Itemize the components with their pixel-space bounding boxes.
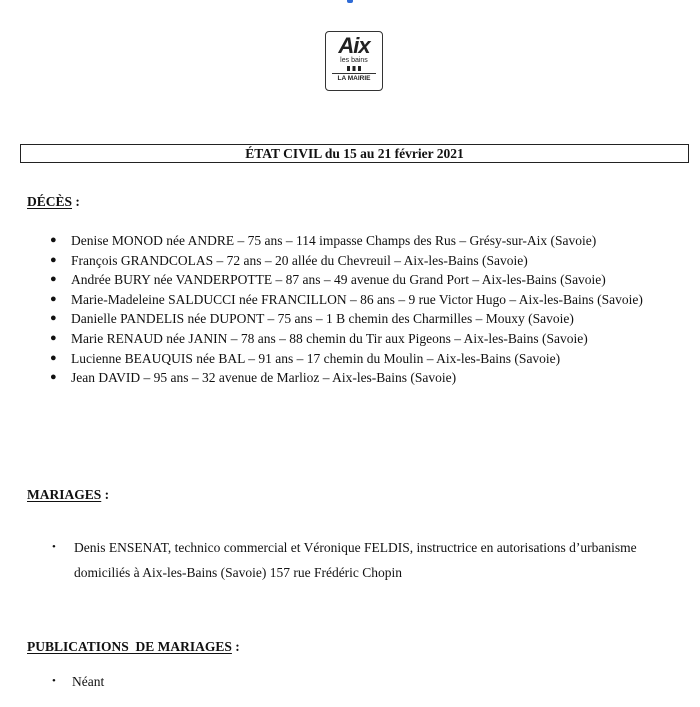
bullet-icon: • (52, 675, 56, 687)
list-item (50, 231, 670, 251)
bullet-icon: ● (50, 234, 57, 246)
publications-heading-label: PUBLICATIONS DE MARIAGES (27, 639, 232, 654)
deces-heading-suffix: : (72, 194, 80, 209)
list-item-text: Marie-Madeleine SALDUCCI née FRANCILLON – 86 ans – 9 rue Victor Hugo – Aix-les-Bains (Savoie) (71, 291, 643, 307)
logo-sub-text: les bains (340, 57, 368, 64)
deces-heading (27, 194, 80, 210)
mariages-heading (27, 487, 109, 503)
bullet-icon: • (52, 541, 56, 553)
list-item-text: Denise MONOD née ANDRE – 75 ans – 114 impasse Champs des Rus – Grésy-sur-Aix (Savoie) (71, 233, 597, 248)
list-item (50, 329, 670, 349)
bullet-icon: ● (50, 371, 57, 384)
mariages-heading-suffix: : (101, 487, 110, 502)
list-item-text: Jean DAVID – 95 ans – 32 avenue de Marlioz – Aix-les-Bains (Savoie) (71, 370, 457, 386)
bullet-icon: ● (50, 292, 57, 305)
bullet-icon: ● (50, 331, 57, 344)
list-item (50, 290, 670, 310)
deces-heading-label: DÉCÈS (27, 194, 73, 209)
list-item-text: Andrée BURY née VANDERPOTTE – 87 ans – 49 avenue du Grand Port – Aix-les-Bains (Savoie) (71, 272, 606, 288)
list-item-text: Lucienne BEAUQUIS née BAL – 91 ans – 17 chemin du Moulin – Aix-les-Bains (Savoie) (71, 350, 561, 366)
publications-heading (27, 639, 240, 655)
list-item-text: Néant (72, 674, 105, 689)
list-item (50, 368, 670, 388)
document-title: ÉTAT CIVIL du 15 au 21 février 2021 (20, 144, 689, 163)
publications-list (50, 672, 350, 691)
list-item (50, 251, 670, 271)
list-item (50, 309, 670, 329)
list-item-text: Marie RENAUD née JANIN – 78 ans – 88 chemin du Tir aux Pigeons – Aix-les-Bains (Savoie) (71, 330, 588, 346)
list-item (50, 349, 670, 369)
publications-heading-suffix: : (231, 639, 240, 654)
mariages-heading-label: MARIAGES (27, 487, 102, 502)
city-logo (325, 31, 383, 91)
mariages-list (50, 535, 670, 585)
bullet-icon: ● (50, 273, 57, 286)
bullet-icon: ● (50, 253, 57, 266)
bullet-icon: ● (50, 312, 57, 325)
logo-main-text: Aix (338, 33, 370, 58)
logo-caption: LA MAIRIE (337, 75, 371, 82)
list-item (50, 535, 670, 585)
list-item (50, 672, 350, 691)
list-item-text: François GRANDCOLAS – 72 ans – 20 allée du Chevreuil – Aix-les-Bains (Savoie) (71, 252, 528, 268)
list-item (50, 270, 670, 290)
logo-bars-icon (346, 66, 362, 71)
top-edge-mark (347, 0, 353, 3)
list-item-text: Danielle PANDELIS née DUPONT – 75 ans – 1 B chemin des Charmilles – Mouxy (Savoie) (71, 311, 574, 327)
bullet-icon: ● (50, 351, 57, 364)
deces-list (50, 231, 670, 388)
list-item-text: Denis ENSENAT, technico commercial et Véronique FELDIS, instructrice en autorisations d’urbanisme domiciliés à Aix-les-Bains (Savoie) 157 rue Frédéric Chopin (74, 540, 637, 580)
